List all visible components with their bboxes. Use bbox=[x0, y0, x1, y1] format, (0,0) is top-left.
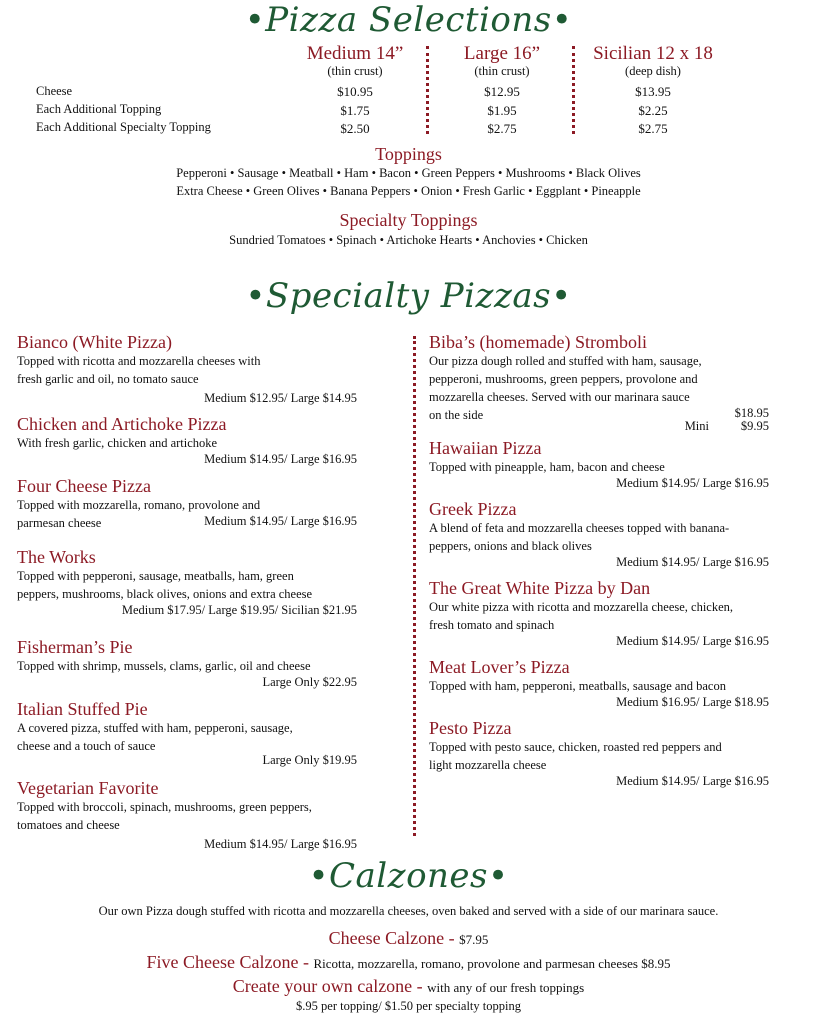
price-cell: $10.95 bbox=[337, 84, 373, 99]
item-name: Create your own calzone - bbox=[232, 976, 428, 996]
item-desc-line: mozzarella cheeses. Served with our marinara sauce bbox=[429, 390, 690, 404]
item-price: Medium $14.95/ Large $16.95 bbox=[204, 452, 357, 466]
item-desc-line: fresh tomato and spinach bbox=[429, 618, 555, 632]
toppings-list-line: Pepperoni • Sausage • Meatball • Ham • Bacon • Green Peppers • Mushrooms • Black Olives bbox=[176, 166, 641, 180]
menu-item-four-cheese bbox=[17, 476, 357, 532]
row-label-topping: Each Additional Topping bbox=[36, 102, 162, 116]
item-desc-line: Our pizza dough rolled and stuffed with ham, sausage, bbox=[429, 354, 702, 368]
item-price: Medium $17.95/ Large $19.95/ Sicilian $21.95 bbox=[121, 603, 357, 617]
item-price: Medium $14.95/ Large $16.95 bbox=[616, 476, 769, 490]
item-price: $7.95 bbox=[459, 932, 489, 947]
item-desc-line: Topped with pepperoni, sausage, meatballs, ham, green bbox=[17, 569, 294, 583]
column-divider bbox=[413, 336, 416, 836]
item-name: Vegetarian Favorite bbox=[17, 778, 159, 798]
price-cell: $2.75 bbox=[638, 121, 668, 136]
item-desc-line: peppers, onions and black olives bbox=[429, 539, 592, 553]
menu-item-vegetarian-favorite bbox=[17, 778, 365, 852]
item-price: $18.95 bbox=[734, 406, 769, 420]
menu-item-the-works bbox=[17, 547, 365, 618]
item-desc: Ricotta, mozzarella, romano, provolone and parmesan cheeses $8.95 bbox=[313, 956, 671, 971]
menu-item-meat-lovers bbox=[429, 657, 769, 710]
price-cell: $2.25 bbox=[638, 103, 668, 118]
item-desc-line: Topped with pineapple, ham, bacon and cheese bbox=[429, 460, 665, 474]
price-cell: $12.95 bbox=[484, 84, 520, 99]
item-desc-line: Topped with mozzarella, romano, provolone and bbox=[17, 498, 261, 512]
menu-item-chicken-artichoke bbox=[17, 414, 357, 467]
cheese-calzone-line bbox=[0, 928, 817, 949]
item-name: Italian Stuffed Pie bbox=[17, 699, 148, 719]
five-cheese-calzone-line bbox=[0, 952, 817, 973]
item-price: Large Only $22.95 bbox=[262, 675, 357, 689]
item-name: Biba’s (homemade) Stromboli bbox=[429, 332, 647, 352]
item-desc-line: Topped with broccoli, spinach, mushrooms, green peppers, bbox=[17, 800, 312, 814]
column-subtitle: (deep dish) bbox=[625, 64, 681, 78]
item-name: Greek Pizza bbox=[429, 499, 517, 519]
column-header-medium bbox=[280, 44, 430, 78]
menu-item-pesto bbox=[429, 718, 769, 789]
item-desc: with any of our fresh toppings bbox=[427, 980, 585, 995]
item-price: Medium $14.95/ Large $16.95 bbox=[616, 555, 769, 569]
item-price: Medium $14.95/ Large $16.95 bbox=[204, 837, 357, 851]
pizza-selections-title: •Pizza Selections• bbox=[244, 0, 573, 40]
column-title: Sicilian 12 x 18 bbox=[593, 43, 713, 64]
toppings-heading: Toppings bbox=[375, 144, 442, 164]
price-cell: $1.75 bbox=[340, 103, 370, 118]
price-cell: $1.95 bbox=[487, 103, 517, 118]
item-name: Bianco (White Pizza) bbox=[17, 332, 172, 352]
item-desc-line: tomatoes and cheese bbox=[17, 818, 120, 832]
item-desc-line: Topped with ham, pepperoni, meatballs, sausage and bacon bbox=[429, 679, 726, 693]
item-desc-line: Topped with shrimp, mussels, clams, garlic, oil and cheese bbox=[17, 659, 311, 673]
price-cell: $2.50 bbox=[340, 121, 370, 136]
menu-item-greek bbox=[429, 499, 769, 570]
item-desc-line: Topped with pesto sauce, chicken, roasted red peppers and bbox=[429, 740, 722, 754]
column-title: Medium 14” bbox=[306, 43, 404, 64]
item-name: Five Cheese Calzone - bbox=[146, 952, 314, 972]
item-name: Meat Lover’s Pizza bbox=[429, 657, 570, 677]
column-subtitle: (thin crust) bbox=[474, 64, 530, 78]
item-name: Pesto Pizza bbox=[429, 718, 512, 738]
item-name: Chicken and Artichoke Pizza bbox=[17, 414, 227, 434]
specialty-pizzas-title: •Specialty Pizzas• bbox=[245, 276, 572, 316]
menu-item-stromboli bbox=[429, 332, 769, 435]
calzones-intro: Our own Pizza dough stuffed with ricotta and mozzarella cheeses, oven baked and served with a side of our marinara sauce. bbox=[98, 904, 719, 918]
item-desc-line: pepperoni, mushrooms, green peppers, provolone and bbox=[429, 372, 698, 386]
item-name: The Great White Pizza by Dan bbox=[429, 578, 651, 598]
item-desc-line: Topped with ricotta and mozzarella cheeses with bbox=[17, 354, 261, 368]
item-desc-line: peppers, mushrooms, black olives, onions and extra cheese bbox=[17, 587, 313, 601]
item-price: Large Only $19.95 bbox=[262, 753, 357, 767]
price-cell: $2.75 bbox=[487, 121, 517, 136]
item-price: Medium $14.95/ Large $16.95 bbox=[616, 774, 769, 788]
row-label-cheese: Cheese bbox=[36, 84, 73, 98]
item-price: Medium $16.95/ Large $18.95 bbox=[616, 695, 769, 709]
item-desc-line: A blend of feta and mozzarella cheeses topped with banana- bbox=[429, 521, 730, 535]
item-desc-line: Our white pizza with ricotta and mozzarella cheese, chicken, bbox=[429, 600, 734, 614]
create-own-calzone-line bbox=[0, 976, 817, 997]
item-desc-line: With fresh garlic, chicken and artichoke bbox=[17, 436, 218, 450]
menu-item-fishermans-pie bbox=[17, 637, 365, 690]
item-price: Medium $12.95/ Large $14.95 bbox=[204, 391, 357, 405]
item-name: Fisherman’s Pie bbox=[17, 637, 133, 657]
column-header-large bbox=[427, 44, 577, 78]
item-price: Medium $14.95/ Large $16.95 bbox=[204, 514, 357, 528]
item-desc-line: fresh garlic and oil, no tomato sauce bbox=[17, 372, 199, 386]
item-name: Four Cheese Pizza bbox=[17, 476, 151, 496]
calzones-title: •Calzones• bbox=[308, 856, 509, 896]
toppings-list-line: Extra Cheese • Green Olives • Banana Peppers • Onion • Fresh Garlic • Eggplant • Pineapple bbox=[176, 184, 641, 198]
column-subtitle: (thin crust) bbox=[327, 64, 383, 78]
item-name: The Works bbox=[17, 547, 96, 567]
menu-item-hawaiian bbox=[429, 438, 769, 491]
menu-item-bianco bbox=[17, 332, 357, 406]
item-desc-line: cheese and a touch of sauce bbox=[17, 739, 156, 753]
specialty-toppings-heading: Specialty Toppings bbox=[339, 210, 478, 230]
item-price: Medium $14.95/ Large $16.95 bbox=[616, 634, 769, 648]
item-desc-line: A covered pizza, stuffed with ham, pepperoni, sausage, bbox=[17, 721, 293, 735]
item-desc-line: light mozzarella cheese bbox=[429, 758, 547, 772]
item-desc-line: on the side bbox=[429, 408, 484, 422]
menu-item-great-white bbox=[429, 578, 769, 649]
item-name: Hawaiian Pizza bbox=[429, 438, 542, 458]
specialty-toppings-list: Sundried Tomatoes • Spinach • Artichoke Hearts • Anchovies • Chicken bbox=[229, 233, 588, 247]
item-price: $9.95 bbox=[740, 419, 769, 433]
item-desc-line: parmesan cheese bbox=[17, 516, 102, 530]
item-name: Cheese Calzone - bbox=[328, 928, 460, 948]
calzone-topping-prices: $.95 per topping/ $1.50 per specialty topping bbox=[296, 999, 521, 1013]
menu-item-italian-stuffed-pie bbox=[17, 699, 365, 768]
row-label-specialty-topping: Each Additional Specialty Topping bbox=[36, 120, 211, 134]
column-title: Large 16” bbox=[463, 43, 541, 64]
column-header-sicilian bbox=[578, 44, 728, 78]
price-cell: $13.95 bbox=[635, 84, 671, 99]
item-price-label: Mini bbox=[684, 419, 709, 433]
